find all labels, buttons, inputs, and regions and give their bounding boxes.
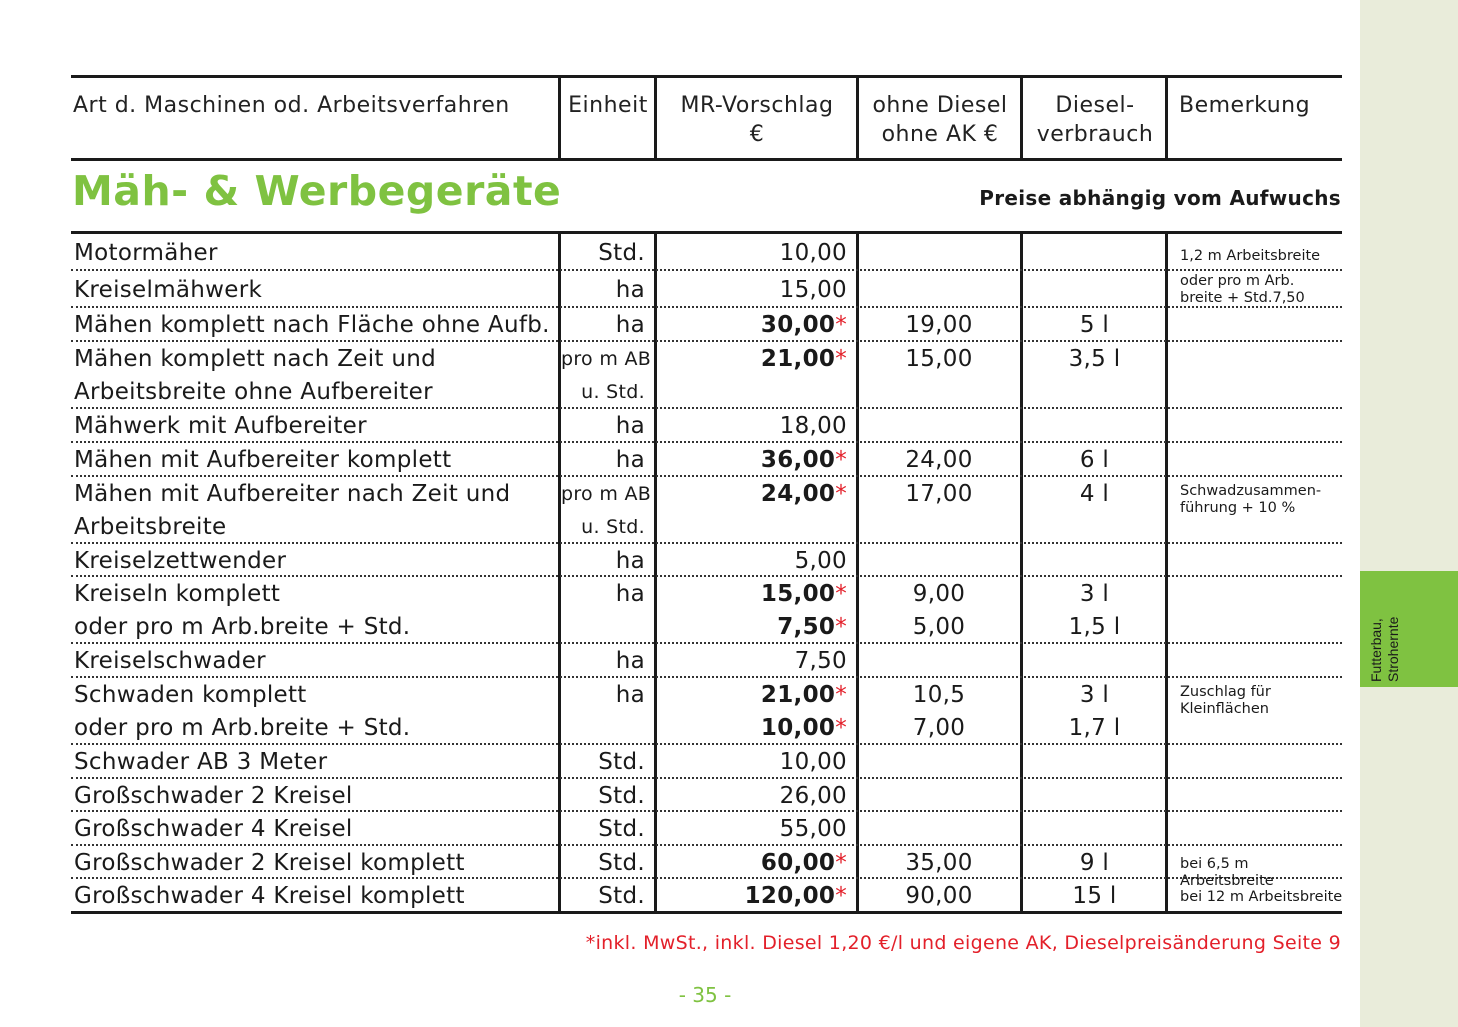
table-row — [71, 443, 1342, 477]
table-header — [71, 75, 1342, 161]
machine-name: Mähen mit Aufbereiter nach Zeit und — [74, 481, 511, 507]
table-row — [71, 745, 1342, 779]
unit-line2: u. Std. — [581, 516, 645, 538]
header-mr: MR-Vorschlag € — [680, 93, 834, 147]
chapter-tab-label: Futterbau, Strohernte — [1368, 616, 1401, 682]
unit: Std. — [598, 240, 645, 266]
table-row — [71, 544, 1342, 577]
diesel-consumption: 6 l — [1079, 447, 1110, 473]
mr-price-line2: 10,00* — [760, 715, 847, 741]
machine-name: Mähen komplett nach Fläche ohne Aufb. — [74, 312, 550, 338]
mr-price: 36,00* — [760, 447, 847, 473]
remark: Zuschlag für Kleinflächen — [1180, 684, 1271, 717]
machine-name-line2: oder pro m Arb.breite + Std. — [74, 614, 411, 640]
remark: 1,2 m Arbeitsbreite — [1180, 248, 1321, 264]
table-row — [71, 308, 1342, 342]
price-ohne-diesel: 10,5 — [912, 682, 966, 708]
diesel-consumption: 15 l — [1072, 883, 1117, 909]
header-bemerkung: Bemerkung — [1179, 93, 1311, 118]
diesel-consumption: 3 l — [1079, 682, 1110, 708]
unit: ha — [615, 581, 645, 607]
unit: ha — [615, 413, 645, 439]
price-ohne-diesel: 15,00 — [905, 346, 973, 372]
remark: bei 12 m Arbeitsbreite — [1180, 889, 1343, 905]
price-ohne-diesel: 19,00 — [905, 312, 973, 338]
section-note: Preise abhängig vom Aufwuchs — [979, 186, 1341, 210]
machine-name: Motormäher — [74, 240, 218, 266]
machine-name: Großschwader 4 Kreisel komplett — [74, 883, 465, 909]
unit: Std. — [598, 883, 645, 909]
table-row — [71, 678, 1342, 745]
machine-name: Mähen komplett nach Zeit und — [74, 346, 437, 372]
machine-name-line2: oder pro m Arb.breite + Std. — [74, 715, 411, 741]
unit: ha — [615, 447, 645, 473]
mr-price: 21,00* — [760, 346, 847, 372]
mr-price: 21,00* — [760, 682, 847, 708]
table-row — [71, 234, 1342, 271]
table-row — [71, 409, 1342, 443]
table-row — [71, 271, 1342, 308]
header-unit: Einheit — [568, 93, 648, 118]
machine-name: Großschwader 4 Kreisel — [74, 816, 353, 842]
table-row — [71, 577, 1342, 644]
price-ohne-diesel-line2: 5,00 — [912, 614, 966, 640]
machine-name: Kreiselschwader — [74, 648, 266, 674]
price-ohne-diesel: 90,00 — [905, 883, 973, 909]
diesel-consumption-line2: 1,7 l — [1068, 715, 1121, 741]
mr-price: 120,00* — [744, 883, 847, 909]
section-title: Mäh- & Werbegeräte — [72, 167, 562, 215]
unit: Std. — [598, 816, 645, 842]
price-table — [71, 231, 1342, 914]
mr-price: 30,00* — [760, 312, 847, 338]
mr-price: 24,00* — [760, 481, 847, 507]
machine-name: Großschwader 2 Kreisel komplett — [74, 850, 465, 876]
mr-price: 15,00* — [760, 581, 847, 607]
remark: bei 6,5 m Arbeitsbreite — [1180, 856, 1274, 889]
table-row — [71, 342, 1342, 409]
unit: pro m AB — [561, 348, 652, 370]
price-ohne-diesel: 24,00 — [905, 447, 973, 473]
table-row — [71, 812, 1342, 846]
header-dieselverbrauch: Diesel- verbrauch — [1036, 93, 1154, 147]
table-row — [71, 477, 1342, 544]
table-row — [71, 846, 1342, 889]
diesel-consumption: 5 l — [1079, 312, 1110, 338]
page-number: - 35 - — [678, 983, 732, 1007]
table-row — [71, 879, 1342, 913]
header-ohne-diesel: ohne Diesel ohne AK € — [872, 93, 1008, 147]
remark: Schwadzusammen-führung + 10 % — [1180, 483, 1322, 516]
remark: oder pro m Arb. breite + Std.7,50 — [1180, 273, 1305, 306]
machine-name: Kreiselzettwender — [74, 548, 287, 574]
machine-name: Mähen mit Aufbereiter komplett — [74, 447, 452, 473]
unit: ha — [615, 312, 645, 338]
table-row — [71, 779, 1342, 812]
machine-name: Schwader AB 3 Meter — [74, 749, 328, 775]
mr-price: 15,00 — [779, 277, 847, 303]
diesel-consumption: 9 l — [1079, 850, 1110, 876]
mr-price: 10,00 — [779, 240, 847, 266]
diesel-consumption: 3,5 l — [1068, 346, 1121, 372]
mr-price: 60,00* — [760, 850, 847, 876]
price-ohne-diesel: 35,00 — [905, 850, 973, 876]
side-strip — [1360, 0, 1458, 1027]
unit: ha — [615, 682, 645, 708]
price-ohne-diesel: 9,00 — [912, 581, 966, 607]
unit: Std. — [598, 850, 645, 876]
machine-name: Kreiselmähwerk — [74, 277, 263, 303]
diesel-consumption: 4 l — [1079, 481, 1110, 507]
footnote: *inkl. MwSt., inkl. Diesel 1,20 €/l und eigene AK, Dieselpreisänderung Seite 9 — [585, 932, 1341, 954]
diesel-consumption-line2: 1,5 l — [1068, 614, 1121, 640]
mr-price: 18,00 — [779, 413, 847, 439]
unit: Std. — [598, 749, 645, 775]
machine-name: Schwaden komplett — [74, 682, 307, 708]
price-ohne-diesel-line2: 7,00 — [912, 715, 966, 741]
price-ohne-diesel: 17,00 — [905, 481, 973, 507]
mr-price: 7,50 — [794, 648, 847, 674]
mr-price: 55,00 — [779, 816, 847, 842]
machine-name-line2: Arbeitsbreite — [74, 514, 227, 540]
header-machine: Art d. Maschinen od. Arbeitsverfahren — [73, 93, 510, 118]
table-row — [71, 644, 1342, 678]
machine-name: Mähwerk mit Aufbereiter — [74, 413, 367, 439]
unit: ha — [615, 648, 645, 674]
mr-price: 5,00 — [794, 548, 847, 574]
unit-line2: u. Std. — [581, 381, 645, 403]
machine-name: Großschwader 2 Kreisel — [74, 783, 353, 809]
unit: ha — [615, 548, 645, 574]
diesel-consumption: 3 l — [1079, 581, 1110, 607]
machine-name-line2: Arbeitsbreite ohne Aufbereiter — [74, 379, 433, 405]
machine-name: Kreiseln komplett — [74, 581, 281, 607]
unit: ha — [615, 277, 645, 303]
mr-price: 10,00 — [779, 749, 847, 775]
unit: pro m AB — [561, 483, 652, 505]
unit: Std. — [598, 783, 645, 809]
mr-price-line2: 7,50* — [777, 614, 847, 640]
mr-price: 26,00 — [779, 783, 847, 809]
